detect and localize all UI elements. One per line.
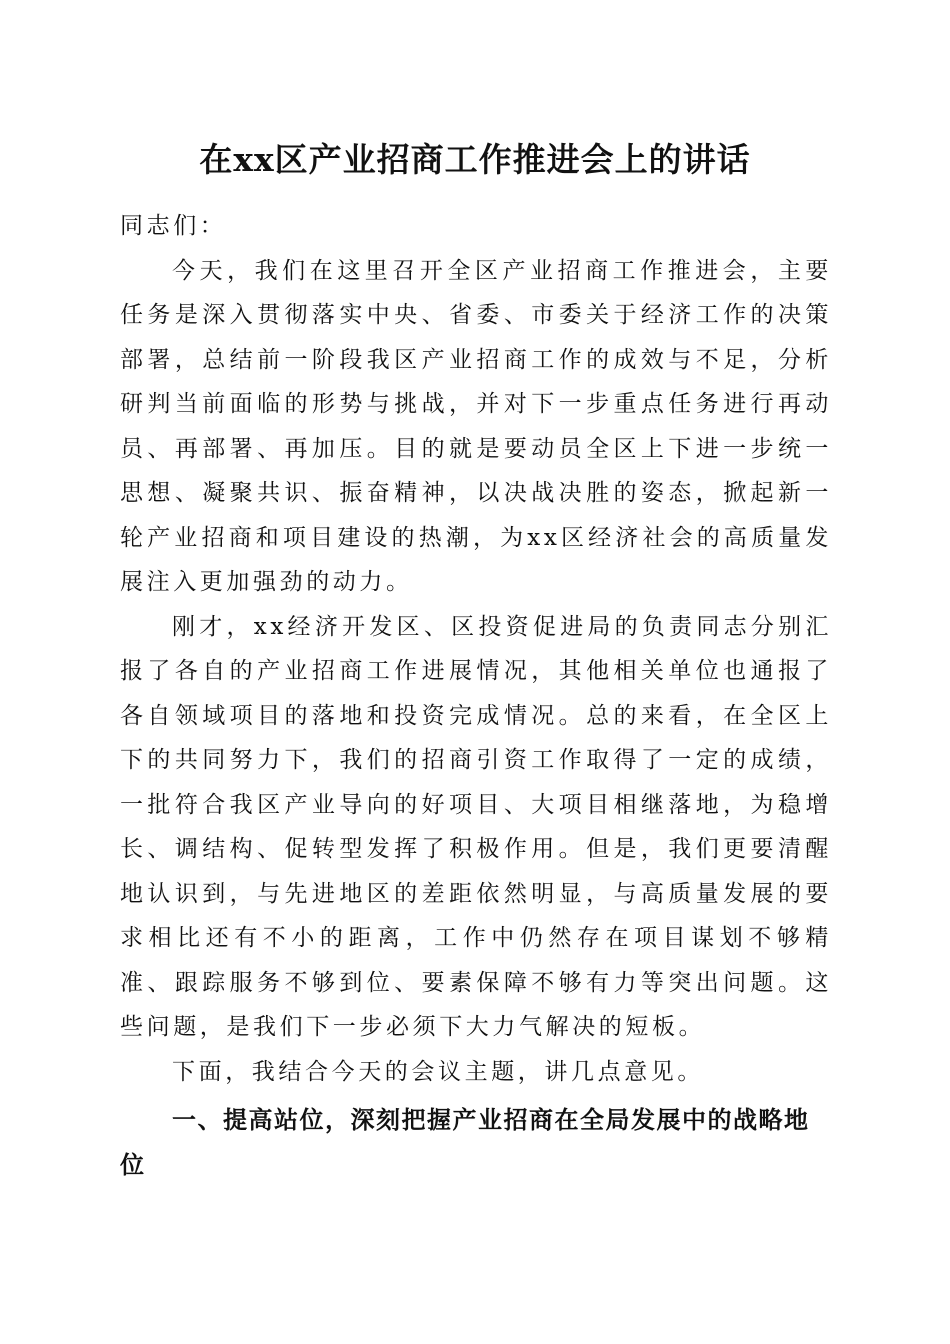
document-body — [120, 204, 832, 1187]
section-heading-1: 一、提高站位，深刻把握产业招商在全局发展中的战略地位 — [120, 1106, 810, 1179]
paragraph-transition: 下面，我结合今天的会议主题，讲几点意见。 — [172, 1058, 704, 1085]
paragraph-opening: 今天，我们在这里召开全区产业招商工作推进会，主要任务是深入贯彻落实中央、省委、市委关于经济工作的决策部署，总结前一阶段我区产业招商工作的成效与不足，分析研判当前面临的形势与挑战，并对下一步重点任务进行再动员、再部署、再加压。目的就是要动员全区上下进一步统一思想、凝聚共识、振奋精神，以决战决胜的姿态，掀起新一轮产业招商和项目建设的热潮，为xx区经济社会的高质量发展注入更加强劲的动力。 — [120, 257, 832, 595]
paragraph-progress-review: 刚才，xx经济开发区、区投资促进局的负责同志分别汇报了各自的产业招商工作进展情况，其他相关单位也通报了各自领域项目的落地和投资完成情况。总的来看，在全区上下的共同努力下，我们的招商引资工作取得了一定的成绩，一批符合我区产业导向的好项目、大项目相继落地，为稳增长、调结构、促转型发挥了积极作用。但是，我们更要清醒地认识到，与先进地区的差距依然明显，与高质量发展的要求相比还有不小的距离，工作中仍然存在项目谋划不够精准、跟踪服务不够到位、要素保障不够有力等突出问题。这些问题，是我们下一步必须下大力气解决的短板。 — [120, 613, 832, 1040]
salutation: 同志们： — [120, 213, 227, 239]
document-title: 在xx区产业招商工作推进会上的讲话 — [199, 140, 751, 179]
